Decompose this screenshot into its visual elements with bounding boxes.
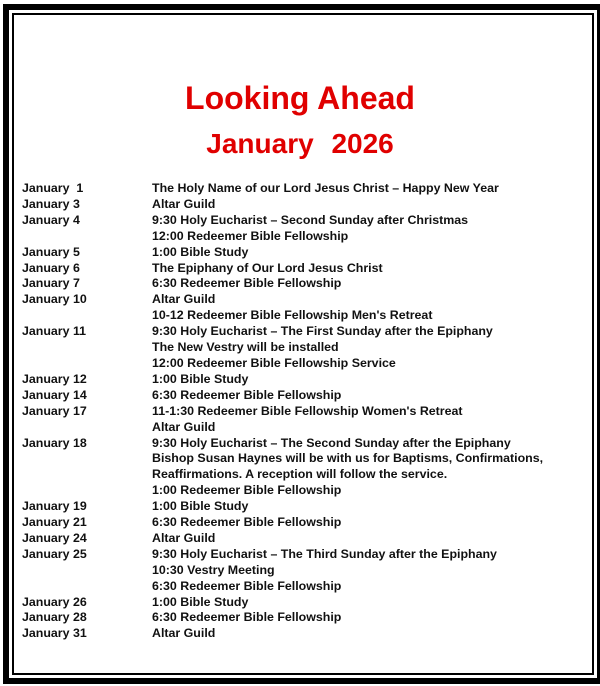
event-row (22, 292, 582, 324)
event-description (152, 388, 582, 404)
event-description (152, 531, 582, 547)
event-date: January 14 (22, 387, 87, 402)
event-line: Altar Guild (152, 530, 216, 545)
event-date: January 5 (22, 244, 80, 259)
event-row (22, 372, 582, 388)
event-row (22, 324, 582, 372)
event-row (22, 626, 582, 642)
event-description (152, 436, 582, 500)
event-date: January 7 (22, 276, 80, 291)
event-line: Reaffirmations. A reception will follow the service. (152, 467, 448, 482)
event-row (22, 181, 582, 197)
event-description (152, 324, 582, 372)
event-line: Altar Guild (152, 292, 216, 307)
event-description (152, 595, 582, 611)
event-description (152, 515, 582, 531)
event-line: 1:00 Bible Study (152, 594, 249, 609)
event-line: 6:30 Redeemer Bible Fellowship (152, 610, 342, 625)
event-line: 12:00 Redeemer Bible Fellowship (152, 228, 349, 243)
event-list (22, 181, 582, 642)
event-description (152, 610, 582, 626)
event-line: Altar Guild (152, 626, 216, 641)
event-line: 1:00 Redeemer Bible Fellowship (152, 483, 342, 498)
event-line: 9:30 Holy Eucharist – The Second Sunday after the Epiphany (152, 435, 511, 450)
event-line: 9:30 Holy Eucharist – The First Sunday after the Epiphany (152, 324, 493, 339)
event-row (22, 213, 582, 245)
event-row (22, 261, 582, 277)
event-line: The New Vestry will be installed (152, 340, 339, 355)
event-description (152, 213, 582, 245)
event-date: January 31 (22, 626, 87, 641)
event-date: January 3 (22, 196, 80, 211)
event-line: The Epiphany of Our Lord Jesus Christ (152, 260, 383, 275)
event-line: 1:00 Bible Study (152, 371, 249, 386)
event-description (152, 276, 582, 292)
event-date: January 10 (22, 292, 87, 307)
event-row (22, 515, 582, 531)
event-row (22, 436, 582, 500)
event-description (152, 292, 582, 324)
event-line: Altar Guild (152, 419, 216, 434)
event-row (22, 531, 582, 547)
event-line: 12:00 Redeemer Bible Fellowship Service (152, 355, 396, 370)
event-row (22, 197, 582, 213)
event-description (152, 372, 582, 388)
event-row (22, 499, 582, 515)
event-description (152, 626, 582, 642)
event-description (152, 197, 582, 213)
event-date: January 18 (22, 435, 87, 450)
event-row (22, 245, 582, 261)
event-line: 9:30 Holy Eucharist – The Third Sunday after the Epiphany (152, 546, 497, 561)
event-description (152, 261, 582, 277)
event-line: Altar Guild (152, 196, 216, 211)
event-description (152, 181, 582, 197)
event-date: January 25 (22, 546, 87, 561)
page-subtitle: January 2026 (206, 128, 394, 159)
event-row (22, 595, 582, 611)
event-date: January 1 (22, 181, 84, 195)
event-description (152, 404, 582, 436)
event-date: January 26 (22, 594, 87, 609)
event-line: 11-1:30 Redeemer Bible Fellowship Women's Retreat (152, 403, 463, 418)
event-line: 1:00 Bible Study (152, 244, 249, 259)
event-row (22, 547, 582, 595)
event-date: January 4 (22, 212, 80, 227)
event-date: January 19 (22, 499, 87, 514)
page-title: Looking Ahead (185, 80, 415, 116)
event-row (22, 276, 582, 292)
event-line: 6:30 Redeemer Bible Fellowship (152, 578, 342, 593)
event-line: 10:30 Vestry Meeting (152, 562, 275, 577)
event-date: January 6 (22, 260, 80, 275)
event-line: 6:30 Redeemer Bible Fellowship (152, 276, 342, 291)
event-line: 10-12 Redeemer Bible Fellowship Men's Retreat (152, 308, 433, 323)
event-row (22, 404, 582, 436)
event-description (152, 547, 582, 595)
event-row (22, 610, 582, 626)
event-line: 6:30 Redeemer Bible Fellowship (152, 515, 342, 530)
event-line: The Holy Name of our Lord Jesus Christ – Happy New Year (152, 181, 499, 195)
event-date: January 21 (22, 515, 87, 530)
event-date: January 17 (22, 403, 87, 418)
event-description (152, 245, 582, 261)
event-line: 6:30 Redeemer Bible Fellowship (152, 387, 342, 402)
event-date: January 12 (22, 371, 87, 386)
event-date: January 24 (22, 530, 87, 545)
event-row (22, 388, 582, 404)
event-line: Bishop Susan Haynes will be with us for Baptisms, Confirmations, (152, 451, 544, 466)
event-date: January 28 (22, 610, 87, 625)
event-line: 9:30 Holy Eucharist – Second Sunday after Christmas (152, 212, 469, 227)
event-line: 1:00 Bible Study (152, 499, 249, 514)
event-date: January 11 (22, 324, 87, 339)
event-description (152, 499, 582, 515)
